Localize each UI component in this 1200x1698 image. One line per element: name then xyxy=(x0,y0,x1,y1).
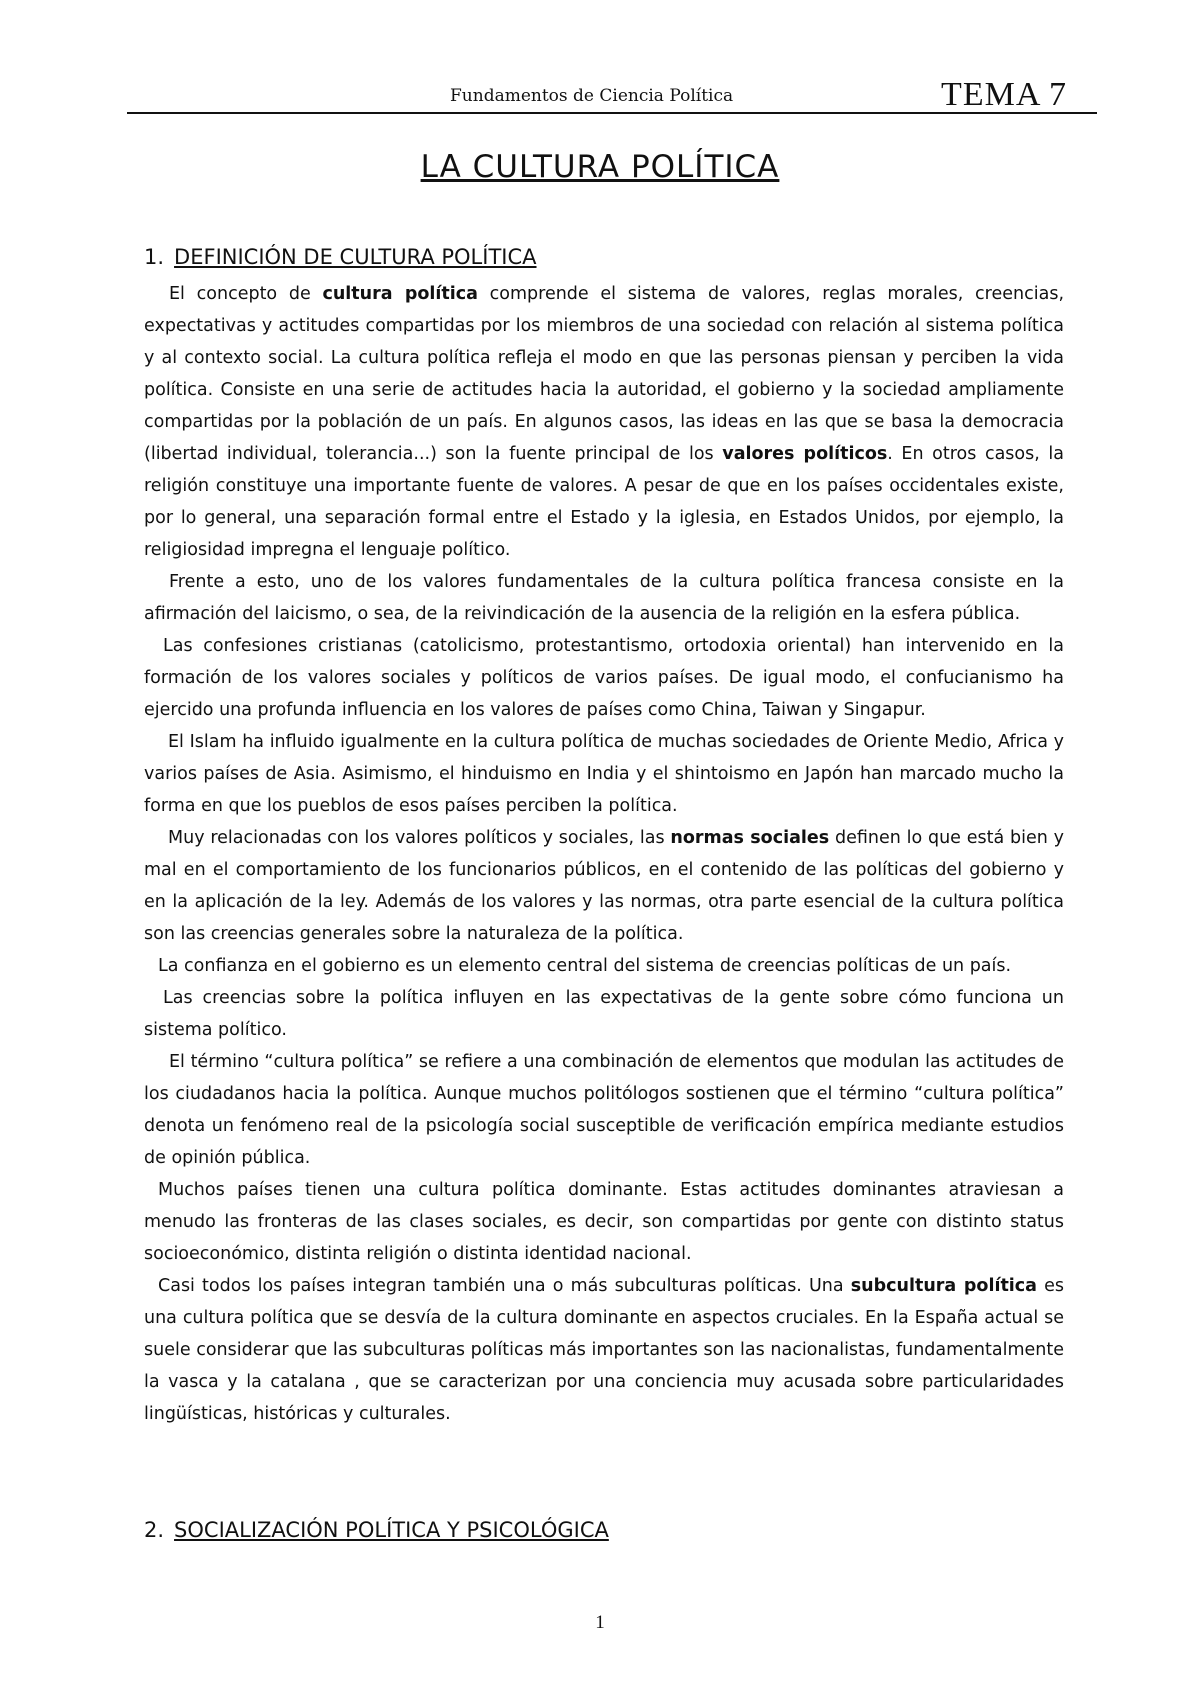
section-heading-1 xyxy=(144,245,537,269)
paragraph: Las creencias sobre la política influyen en las expectativas de la gente sobre cómo funciona un sistema político. xyxy=(144,988,1064,1040)
paragraph: Frente a esto, uno de los valores fundamentales de la cultura política francesa consiste en la afirmación del laicismo, o sea, de la reivindicación de la ausencia de la religión en la esfera pública. xyxy=(144,572,1064,624)
paragraph: El término “cultura política” se refiere a una combinación de elementos que modulan las actitudes de los ciudadanos hacia la política. Aunque muchos politólogos sostienen que el término “cultura política” denota un fenómeno real de la psicología social susceptible de verificación empírica mediante estudios de opinión pública. xyxy=(144,1052,1064,1168)
section-1-body xyxy=(144,278,1064,1430)
paragraph: El concepto de cultura política comprende el sistema de valores, reglas morales, creencias, expectativas y actitudes compartidas por los miembros de una sociedad con relación al sistema política y al contexto social. La cultura política refleja el modo en que las personas piensan y perciben la vida política. Consiste en una serie de actitudes hacia la autoridad, el gobierno y la sociedad ampliamente compartidas por la población de un país. En algunos casos, las ideas en las que se basa la democracia (libertad individual, tolerancia...) son la fuente principal de los valores políticos. En otros casos, la religión constituye una importante fuente de valores. A pesar de que en los países occidentales existe, por lo general, una separación formal entre el Estado y la iglesia, en Estados Unidos, por ejemplo, la religiosidad impregna el lenguaje político. xyxy=(144,284,1065,560)
document-title: LA CULTURA POLÍTICA xyxy=(420,149,780,185)
paragraph: El Islam ha influido igualmente en la cultura política de muchas sociedades de Oriente Medio, Africa y varios países de Asia. Asimismo, el hinduismo en India y el shintoismo en Japón han marcado mucho la forma en que los pueblos de esos países perciben la política. xyxy=(144,732,1064,816)
paragraph: Las confesiones cristianas (catolicismo, protestantismo, ortodoxia oriental) han intervenido en la formación de los valores sociales y políticos de varios países. De igual modo, el confucianismo ha ejercido una profunda influencia en los valores de países como China, Taiwan y Singapur. xyxy=(144,636,1064,720)
bold-term: subcultura política xyxy=(850,1276,1037,1296)
paragraph: Casi todos los países integran también una o más subculturas políticas. Una subcultura política es una cultura política que se desvía de la cultura dominante en aspectos cruciales. En la España actual se suele considerar que las subculturas políticas más importantes son las nacionalistas, fundamentalmente la vasca y la catalana , que se caracterizan por una conciencia muy acusada sobre particularidades lingüísticas, históricas y culturales. xyxy=(144,1276,1065,1424)
header-subject: Fundamentos de Ciencia Política xyxy=(450,86,734,106)
section-heading-2 xyxy=(144,1518,609,1542)
paragraph: La confianza en el gobierno es un elemento central del sistema de creencias políticas de un país. xyxy=(158,956,1012,976)
bold-term: cultura política xyxy=(322,284,478,304)
paragraph: Muchos países tienen una cultura política dominante. Estas actitudes dominantes atraviesan a menudo las fronteras de las clases sociales, es decir, son compartidas por gente con distinto status socioeconómico, distinta religión o distinta identidad nacional. xyxy=(144,1180,1064,1264)
bold-term: normas sociales xyxy=(670,828,830,848)
section-number: 1. xyxy=(144,245,165,269)
section-title: DEFINICIÓN DE CULTURA POLÍTICA xyxy=(174,245,537,269)
bold-term: valores políticos xyxy=(722,444,888,464)
section-number: 2. xyxy=(144,1518,165,1542)
section-title: SOCIALIZACIÓN POLÍTICA Y PSICOLÓGICA xyxy=(174,1518,609,1542)
header-tema: TEMA 7 xyxy=(941,76,1067,113)
paragraph: Muy relacionadas con los valores políticos y sociales, las normas sociales definen lo que está bien y mal en el comportamiento de los funcionarios públicos, en el contenido de las políticas del gobierno y en la aplicación de la ley. Además de los valores y las normas, otra parte esencial de la cultura política son las creencias generales sobre la naturaleza de la política. xyxy=(144,828,1064,944)
page-number: 1 xyxy=(595,1612,605,1633)
page-header xyxy=(127,72,1097,114)
